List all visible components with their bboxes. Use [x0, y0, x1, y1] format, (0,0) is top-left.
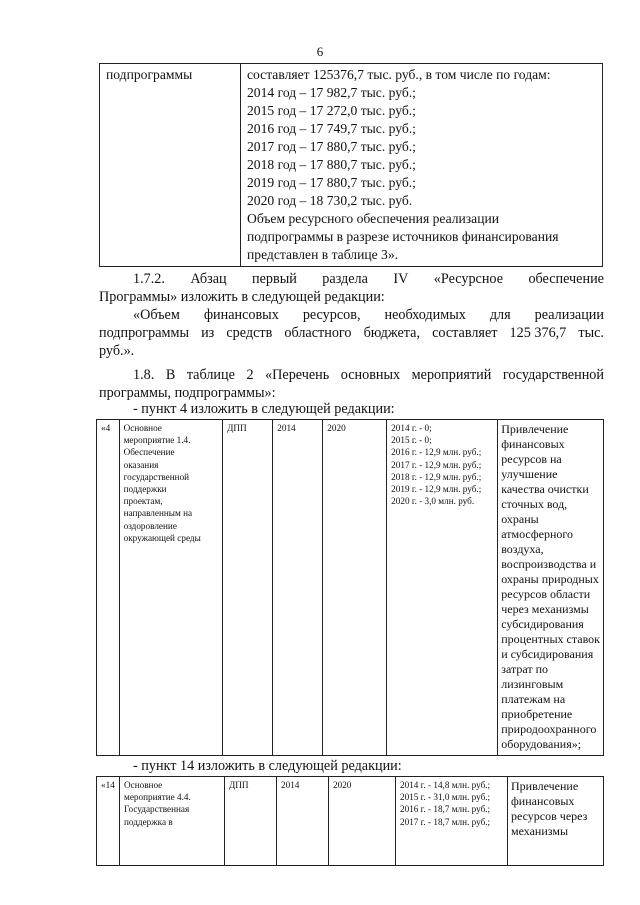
item-14-start-year: 2014	[277, 777, 329, 866]
word: из	[201, 325, 215, 341]
name-line: Основное	[123, 423, 162, 433]
subprogram-value-line: 2018 год – 17 880,7 тыс. руб.;	[247, 157, 416, 172]
subprogram-value-line: 2017 год – 17 880,7 тыс. руб.;	[247, 139, 416, 154]
item-14-executor: ДПП	[225, 777, 277, 866]
word: составляет	[432, 325, 498, 341]
subprogram-value-line: представлен в таблице 3».	[247, 247, 399, 262]
item-4-table	[96, 419, 604, 756]
result-line: воспроизводства и	[501, 557, 597, 571]
result-line: финансовых	[501, 437, 565, 451]
result-line: приобретение	[501, 707, 573, 721]
word: Абзац	[190, 271, 227, 287]
item-4-heading: - пункт 4 изложить в следующей редакции:	[133, 401, 395, 417]
table-row	[97, 420, 604, 756]
name-line: Обеспечение	[123, 447, 175, 458]
word: 1.7.2.	[133, 271, 165, 287]
page-number: 6	[316, 44, 324, 59]
word: 2	[246, 367, 254, 383]
word: тыс.	[578, 325, 604, 341]
result-line: Привлечение	[501, 422, 569, 436]
word: основных	[340, 367, 401, 383]
word: подпрограммы	[99, 325, 189, 341]
word: IV	[393, 271, 409, 287]
paragraph-1-8-line-2: программы, подпрограммы»:	[99, 385, 276, 401]
word: средств	[226, 325, 273, 341]
paragraph-1-7-2-line-2: Программы» изложить в следующей редакции:	[99, 289, 385, 305]
funding-line: 2014 г. - 0;	[391, 423, 432, 433]
result-line: и субсидирования	[501, 647, 594, 661]
paragraph-1-7-2-line-5: руб.».	[99, 343, 135, 359]
funding-line: 2016 г. - 12,9 млн. руб.;	[391, 447, 482, 458]
word: государственной	[502, 367, 604, 383]
word: реализации	[534, 307, 604, 323]
item-4-name	[119, 420, 223, 756]
paragraph-1-7-2-line-3	[133, 307, 604, 324]
result-line: природоохранного	[501, 722, 597, 736]
name-line: окружающей среды	[123, 532, 201, 543]
name-line: Государственная	[124, 804, 190, 815]
item-4-start-year: 2014	[273, 420, 323, 756]
result-line: лизинговым	[501, 677, 564, 691]
name-line: мероприятие 1.4.	[123, 435, 191, 446]
name-line: Основное	[124, 780, 163, 790]
result-line: охраны природных	[501, 572, 599, 586]
word: таблице	[186, 367, 235, 383]
subprogram-label: подпрограммы	[106, 67, 193, 82]
name-line: государственной	[123, 471, 190, 482]
item-4-num: «4	[97, 420, 120, 756]
table-row	[97, 777, 604, 866]
word: «Объем	[133, 307, 180, 323]
subprogram-label-cell	[100, 64, 241, 267]
item-4-funding	[387, 420, 498, 756]
result-line: охраны	[501, 512, 539, 526]
subprogram-value-cell	[241, 64, 603, 267]
paragraph-1-8-line-1	[133, 367, 604, 384]
funding-line: 2017 г. - 18,7 млн. руб.;	[400, 816, 491, 827]
item-14-name	[120, 777, 225, 866]
item-14-result	[508, 777, 604, 866]
word: «Ресурсное	[433, 271, 503, 287]
result-line: платежам на	[501, 692, 566, 706]
item-14-table	[96, 776, 604, 866]
word: первый	[252, 271, 297, 287]
subprogram-value-line: 2015 год – 17 272,0 тыс. руб.;	[247, 103, 416, 118]
paragraph-1-7-2-line-1	[133, 271, 604, 288]
word: областного	[284, 325, 352, 341]
word: В	[165, 367, 176, 383]
name-line: направленным на	[123, 508, 193, 519]
result-line: улучшение	[501, 467, 558, 481]
subprogram-value-line: 2016 год – 17 749,7 тыс. руб.;	[247, 121, 416, 136]
word: для	[489, 307, 511, 323]
funding-line: 2014 г. - 14,8 млн. руб.;	[400, 780, 491, 790]
name-line: поддержки	[123, 484, 167, 495]
result-line: ресурсов области	[501, 587, 591, 601]
result-line: воздуха,	[501, 542, 544, 556]
result-line: механизмы	[511, 824, 568, 838]
word: обеспечение	[528, 271, 604, 287]
funding-line: 2020 г. - 3,0 млн. руб.	[391, 496, 475, 507]
item-4-result	[498, 420, 604, 756]
word: 1.8.	[133, 367, 155, 383]
item-14-funding	[396, 777, 508, 866]
subprogram-value-line: Объем ресурсного обеспечения реализации	[247, 211, 500, 226]
subprogram-value-line: 2019 год – 17 880,7 тыс. руб.;	[247, 175, 416, 190]
result-line: через механизмы	[501, 602, 589, 616]
word: мероприятий	[411, 367, 492, 383]
result-line: субсидирования	[501, 617, 584, 631]
result-line: атмосферного	[501, 527, 573, 541]
subprogram-resources-table	[99, 63, 603, 267]
funding-line: 2017 г. - 12,9 млн. руб.;	[391, 459, 482, 470]
name-line: мероприятие 4.4.	[124, 792, 191, 803]
word: необходимых	[384, 307, 466, 323]
word: 125 376,7	[509, 325, 567, 341]
result-line: Привлечение	[511, 779, 579, 793]
result-line: ресурсов через	[511, 809, 588, 823]
paragraph-1-7-2-line-4	[99, 325, 604, 342]
name-line: оказания	[123, 459, 159, 470]
result-line: затрат по	[501, 662, 549, 676]
name-line: поддержка в	[124, 816, 173, 827]
result-line: оборудования»;	[501, 737, 582, 751]
subprogram-value-line: составляет 125376,7 тыс. руб., в том числе по годам:	[247, 67, 551, 82]
word: «Перечень	[265, 367, 330, 383]
result-line: сточных вод,	[501, 497, 568, 511]
word: финансовых	[203, 307, 279, 323]
result-line: качества очистки	[501, 482, 589, 496]
funding-line: 2015 г. - 0;	[391, 435, 432, 446]
result-line: финансовых	[511, 794, 575, 808]
name-line: проектам,	[123, 496, 163, 507]
word: ресурсов,	[302, 307, 361, 323]
item-14-end-year: 2020	[329, 777, 396, 866]
item-4-executor: ДПП	[223, 420, 273, 756]
funding-line: 2019 г. - 12,9 млн. руб.;	[391, 484, 482, 495]
item-14-heading: - пункт 14 изложить в следующей редакции:	[133, 758, 402, 774]
item-14-num: «14	[97, 777, 120, 866]
subprogram-value-line: подпрограммы в разрезе источников финансирования	[247, 229, 559, 244]
word: бюджета,	[363, 325, 421, 341]
funding-line: 2015 г. - 31,0 млн. руб.;	[400, 792, 491, 803]
funding-line: 2018 г. - 12,9 млн. руб.;	[391, 471, 482, 482]
result-line: ресурсов на	[501, 452, 562, 466]
funding-line: 2016 г. - 18,7 млн. руб.;	[400, 804, 491, 815]
subprogram-value-line: 2014 год – 17 982,7 тыс. руб.;	[247, 85, 416, 100]
result-line: процентных ставок	[501, 632, 600, 646]
subprogram-value-line: 2020 год – 18 730,2 тыс. руб.	[247, 193, 413, 208]
item-4-end-year: 2020	[323, 420, 387, 756]
word: раздела	[322, 271, 368, 287]
name-line: оздоровление	[123, 520, 177, 531]
